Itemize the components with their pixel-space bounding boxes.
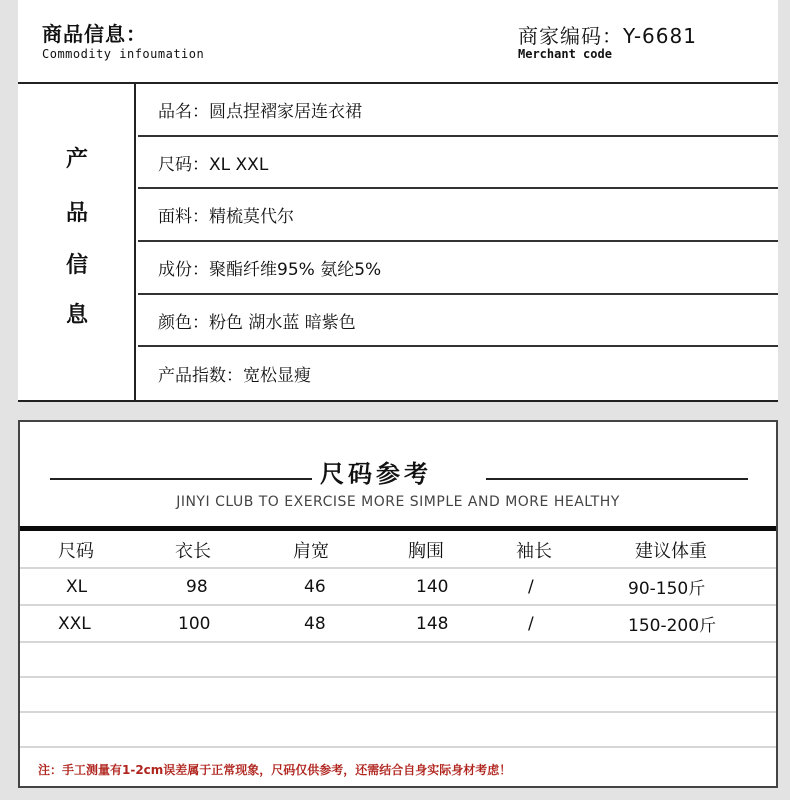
merchant-code-subtitle: Merchant code [518, 47, 612, 61]
col-header-weight: 建议体重 [635, 540, 707, 562]
title-rule-right [486, 478, 748, 480]
empty-row [20, 678, 776, 713]
size-chart-title: 尺码参考 [320, 459, 432, 488]
col-header-shoulder: 肩宽 [293, 540, 329, 562]
empty-row [20, 643, 776, 678]
col-header-size: 尺码 [58, 540, 94, 562]
measurement-note: 注：手工测量有1-2cm误差属于正常现象，尺码仅供参考，还需结合自身实际身材考虑！ [38, 763, 512, 777]
cell-size: XXL [58, 613, 91, 634]
info-row-composition: 成份：聚酯纤维95% 氨纶5% [138, 242, 778, 295]
side-label-char: 息 [65, 303, 88, 328]
col-header-sleeve: 袖长 [516, 540, 552, 562]
commodity-info-title: 商品信息： [42, 22, 147, 46]
info-row-size: 尺码：XL XXL [138, 137, 778, 190]
cell-size: XL [66, 576, 88, 597]
table-row [20, 606, 776, 643]
product-info-table [18, 82, 778, 402]
merchant-code: 商家编码：Y-6681 [518, 24, 697, 48]
commodity-info-subtitle: Commodity infoumation [42, 47, 205, 61]
cell-shoulder: 48 [304, 613, 326, 634]
info-row-color: 颜色：粉色 湖水蓝 暗紫色 [138, 295, 778, 348]
info-row-index: 产品指数：宽松显瘦 [158, 366, 311, 387]
info-row-name: 品名：圆点捏褶家居连衣裙 [138, 84, 778, 137]
side-label-char: 信 [65, 253, 88, 278]
size-table [20, 532, 776, 748]
cell-bust: 148 [416, 613, 449, 634]
cell-sleeve: / [528, 576, 534, 597]
info-row-fabric: 面料：精梳莫代尔 [138, 189, 778, 242]
empty-row [20, 713, 776, 748]
cell-shoulder: 46 [304, 576, 326, 597]
col-header-bust: 胸围 [408, 540, 444, 562]
cell-length: 98 [186, 576, 208, 597]
col-header-length: 衣长 [175, 540, 211, 562]
product-info-rows [138, 84, 778, 400]
side-label-char: 产 [65, 147, 88, 172]
title-rule-left [50, 478, 312, 480]
size-chart-divider [20, 526, 776, 531]
product-info-side-label [18, 84, 136, 400]
size-chart-header [20, 422, 776, 526]
size-chart [18, 420, 778, 788]
table-row [20, 569, 776, 606]
cell-weight: 90-150斤 [628, 579, 706, 599]
cell-sleeve: / [528, 613, 534, 634]
side-label-char: 品 [65, 201, 88, 226]
cell-bust: 140 [416, 576, 449, 597]
cell-weight: 150-200斤 [628, 616, 717, 636]
header [18, 0, 778, 82]
size-chart-subtitle: JINYI CLUB TO EXERCISE MORE SIMPLE AND MORE HEALTHY [176, 494, 620, 510]
size-table-header [20, 532, 776, 569]
cell-length: 100 [178, 613, 211, 634]
